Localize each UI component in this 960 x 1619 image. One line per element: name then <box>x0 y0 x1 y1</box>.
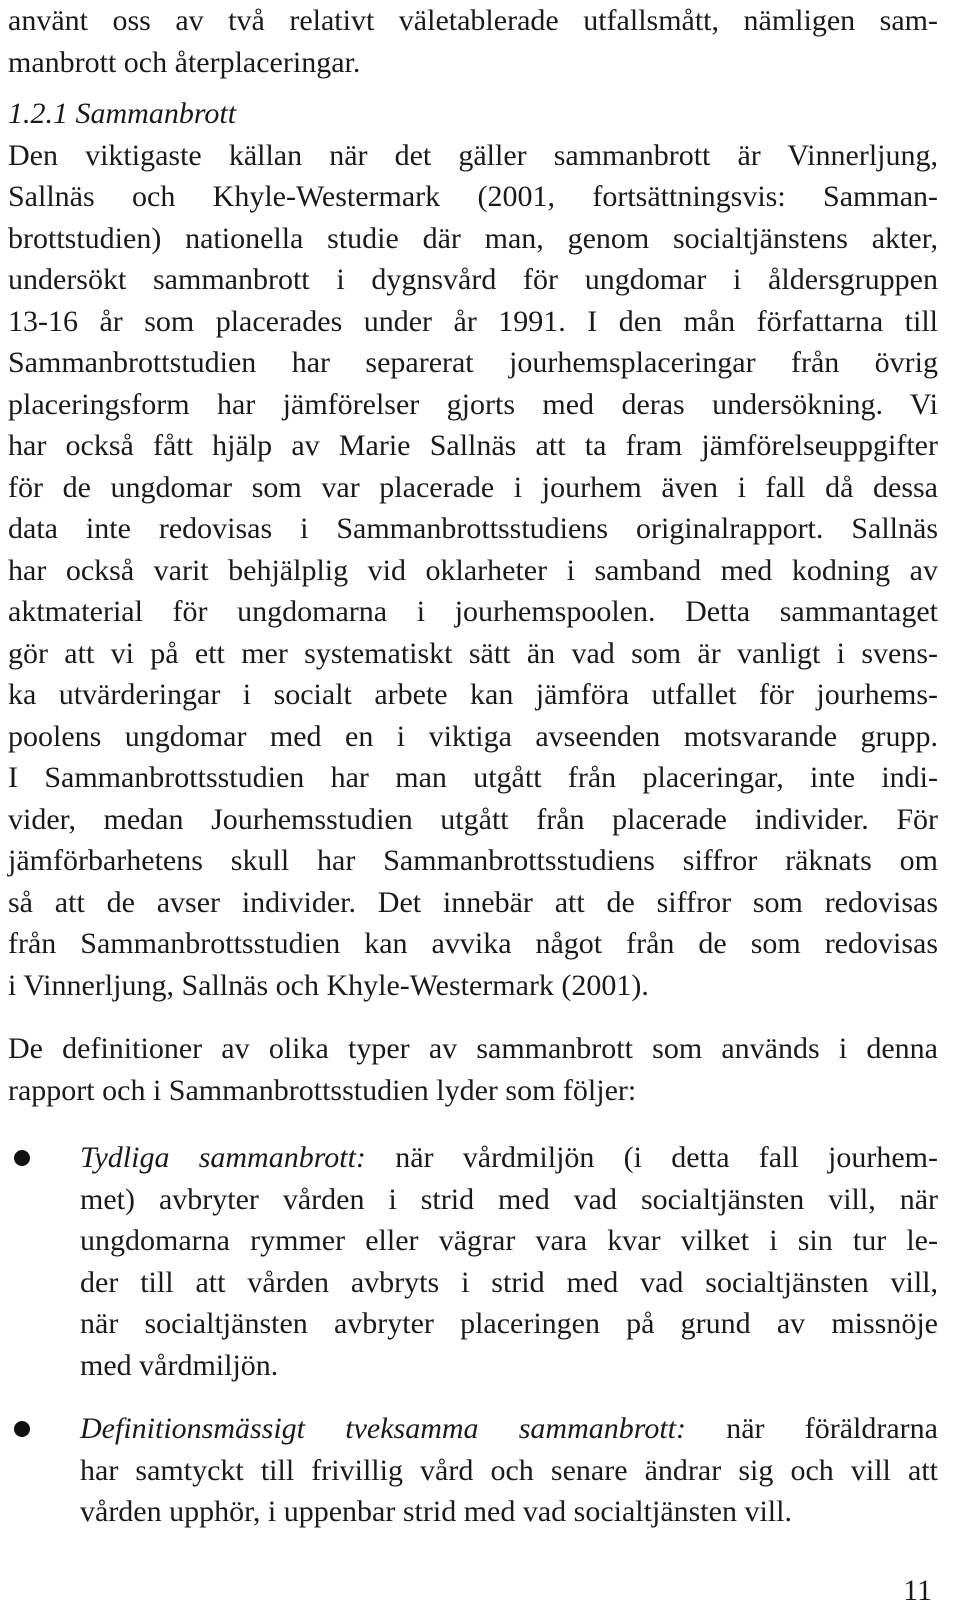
text-line: De definitioner av olika typer av sammanbrott som används i denna <box>8 1032 938 1065</box>
text-line: jämförbarhetens skull har Sammanbrottsstudiens siffror räknats om <box>8 844 938 877</box>
definitions-list <box>8 1137 938 1533</box>
text-line: från Sammanbrottsstudien kan avvika något från de som redovisas <box>8 927 938 960</box>
definition-term: Definitionsmässigt tveksamma sammanbrott: <box>80 1412 686 1445</box>
text-line: har också varit behjälplig vid oklarheter i samband med kodning av <box>8 553 938 587</box>
text-line: med vårdmiljön. <box>80 1348 279 1382</box>
text-line: för de ungdomar som var placerade i jourhem även i fall då dessa <box>8 470 938 504</box>
text-line: placeringsform har jämförelser gjorts med deras undersökning. Vi <box>8 387 938 421</box>
text-line: aktmaterial för ungdomarna i jourhemspoolen. Detta sammantaget <box>8 595 938 628</box>
text-line: der till att vården avbryts i strid med vad socialtjänsten vill, <box>80 1265 938 1299</box>
text-line: manbrott och återplaceringar. <box>8 45 361 79</box>
text-line: I Sammanbrottsstudien har man utgått från placeringar, inte indi- <box>8 761 938 794</box>
text-line: Sammanbrottstudien har separerat jourhemsplaceringar från övrig <box>8 346 938 379</box>
text-line: använt oss av två relativt väletablerade utfallsmått, nämligen sam- <box>8 4 938 37</box>
page-body <box>8 0 938 1533</box>
definition-text: när föräldrarna <box>685 1412 938 1445</box>
bullet-icon <box>14 1421 30 1437</box>
text-line: undersökt sammanbrott i dygnsvård för ungdomar i åldersgruppen <box>8 263 938 296</box>
text-line: brottstudien) nationella studie där man, genom socialtjänstens akter, <box>8 221 938 255</box>
text-line: ungdomarna rymmer eller vägrar vara kvar vilket i sin tur le- <box>80 1224 938 1257</box>
section-heading: 1.2.1 Sammanbrott <box>8 97 237 130</box>
bullet-icon <box>14 1150 30 1166</box>
text-line: gör att vi på ett mer systematiskt sätt än vad som är vanligt i svens- <box>8 636 938 670</box>
text-line: har också fått hjälp av Marie Sallnäs att ta fram jämförelseuppgifter <box>8 429 938 462</box>
text-line: ka utvärderingar i socialt arbete kan jämföra utfallet för jourhems- <box>8 678 938 711</box>
intro-paragraph <box>8 0 938 83</box>
text-line: poolens ungdomar med en i viktiga avseenden motsvarande grupp. <box>8 719 938 753</box>
list-item <box>8 1137 938 1386</box>
text-line: vider, medan Jourhemsstudien utgått från placerade individer. För <box>8 802 938 836</box>
definition-term: Tydliga sammanbrott: <box>80 1141 366 1174</box>
list-item <box>8 1408 938 1533</box>
text-line: har samtyckt till frivillig vård och senare ändrar sig och vill att <box>80 1453 938 1487</box>
text-line: vården upphör, i uppenbar strid med vad socialtjänsten vill. <box>80 1495 792 1528</box>
text-line: met) avbryter vården i strid med vad socialtjänsten vill, när <box>80 1182 938 1216</box>
text-line: när socialtjänsten avbryter placeringen på grund av missnöje <box>80 1307 938 1340</box>
text-line: rapport och i Sammanbrottsstudien lyder som följer: <box>8 1073 637 1107</box>
text-line: 13-16 år som placerades under år 1991. I den mån författarna till <box>8 304 938 338</box>
definitions-intro-paragraph <box>8 1028 938 1111</box>
text-line: data inte redovisas i Sammanbrottsstudiens originalrapport. Sallnäs <box>8 512 938 545</box>
text-line <box>80 1408 938 1450</box>
body-paragraph <box>8 135 938 1007</box>
text-line: i Vinnerljung, Sallnäs och Khyle-Westermark (2001). <box>8 968 649 1002</box>
definition-text: när vårdmiljön (i detta fall jourhem- <box>365 1141 938 1174</box>
text-line: så att de avser individer. Det innebär att de siffror som redovisas <box>8 885 938 919</box>
page-number: 11 <box>903 1574 932 1607</box>
text-line <box>80 1137 938 1179</box>
text-line: Den viktigaste källan när det gäller sammanbrott är Vinnerljung, <box>8 138 938 172</box>
text-line: Sallnäs och Khyle-Westermark (2001, fortsättningsvis: Samman- <box>8 180 938 213</box>
